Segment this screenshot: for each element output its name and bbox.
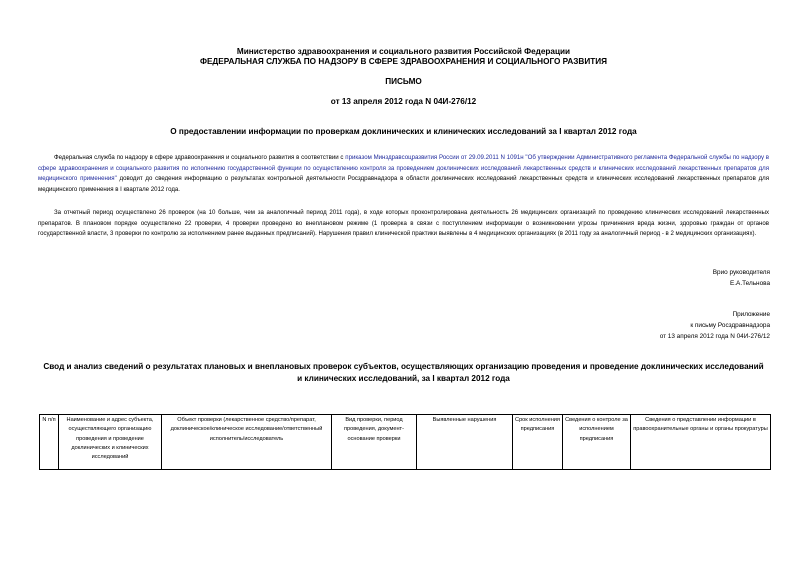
- col-number-header: N п/п: [40, 415, 59, 470]
- col-subject-header: Наименование и адрес субъекта, осуществляющего организацию проведения и проведение доклинических и клинических исследований: [59, 415, 162, 470]
- col-violations-header: Выявленные нарушения: [417, 415, 513, 470]
- document-date: от 13 апреля 2012 года N 04И-276/12: [330, 97, 477, 106]
- col-object-header: Объект проверки (лекарственное средство/препарат, доклиническое/клиническое исследование/ответственный исполнитель/исследователь: [162, 415, 332, 470]
- col-prosecution-header: Сведения о представлении информации в правоохранительные органы и органы прокуратуры: [631, 415, 771, 470]
- paragraph-results-text: За отчетный период осуществлено 26 проверок (на 10 больше, чем за аналогичный период 2011 года), в ходе которых проконтролирована деятельность 26 медицинских организаций по проведению клинических исследований лекарственных препаратов. В плановом порядке осуществлено 22 проверки, 4 проверки проведено во внеплановом режиме (1 проверка в связи с поступлением информации о возникновении угрозы причинения вреда жизни, здоровью граждан от органов государственной власти, 3 проверки по контролю за исполнением ранее выданных предписаний). Нарушения правил клинической практики выявлены в 4 медицинских организациях (в 2011 году за аналогичный период - в 2 медицинских организациях).: [38, 209, 769, 237]
- paragraph-intro-lead: Федеральная служба по надзору в сфере здравоохранения и социального развития в соответствии с: [54, 154, 346, 161]
- appendix-label: Приложение: [732, 311, 770, 318]
- inspections-table: [39, 414, 771, 470]
- ministry-name: Министерство здравоохранения и социального развития Российской Федерации: [236, 47, 571, 56]
- appendix-date: от 13 апреля 2012 года N 04И-276/12: [659, 333, 770, 340]
- col-deadline-header: Срок исполнения предписания: [513, 415, 563, 470]
- signature-name: Е.А.Тельнова: [730, 280, 770, 287]
- col-control-header: Сведения о контроле за исполнением предписания: [563, 415, 631, 470]
- service-name: ФЕДЕРАЛЬНАЯ СЛУЖБА ПО НАДЗОРУ В СФЕРЕ ЗДРАВООХРАНЕНИЯ И СОЦИАЛЬНОГО РАЗВИТИЯ: [199, 57, 607, 66]
- signature-position: Врио руководителя: [712, 269, 770, 276]
- document-subject: О предоставлении информации по проверкам доклинических и клинических исследований за I квартал 2012 года: [170, 127, 637, 136]
- paragraph-intro: [38, 153, 769, 195]
- table-header-row: [40, 415, 771, 470]
- appendix-reference: к письму Росздравнадзора: [690, 322, 770, 329]
- document-type: ПИСЬМО: [385, 77, 422, 86]
- order-link[interactable]: приказом Минздравсоцразвития России от 29.09.2011 N 1091н "Об утверждении Административного регламента Федеральной службы по надзору в сфере здравоохранения и социального развития по исполнению государственной функции по осуществлению контроля за проведением доклинических исследований лекарственных средств и клинических исследований лекарственных препаратов для медицинского применения": [38, 154, 770, 182]
- summary-title: Свод и анализ сведений о результатах плановых и внеплановых проверок субъектов, осуществляющих организацию проведения и проведение доклинических исследований и клинических исследований, за I квартал 2012 года: [43, 362, 764, 383]
- paragraph-intro-tail: доводит до сведения информацию о результатах контрольной деятельности Росздравнадзора в области доклинических исследований лекарственных средств и клинических исследований лекарственных препаратов для медицинского применения в I квартале 2012 года.: [38, 175, 769, 193]
- col-inspection-type-header: Вид проверки, период проведения, документ-основание проверки: [332, 415, 417, 470]
- paragraph-results: [38, 208, 769, 240]
